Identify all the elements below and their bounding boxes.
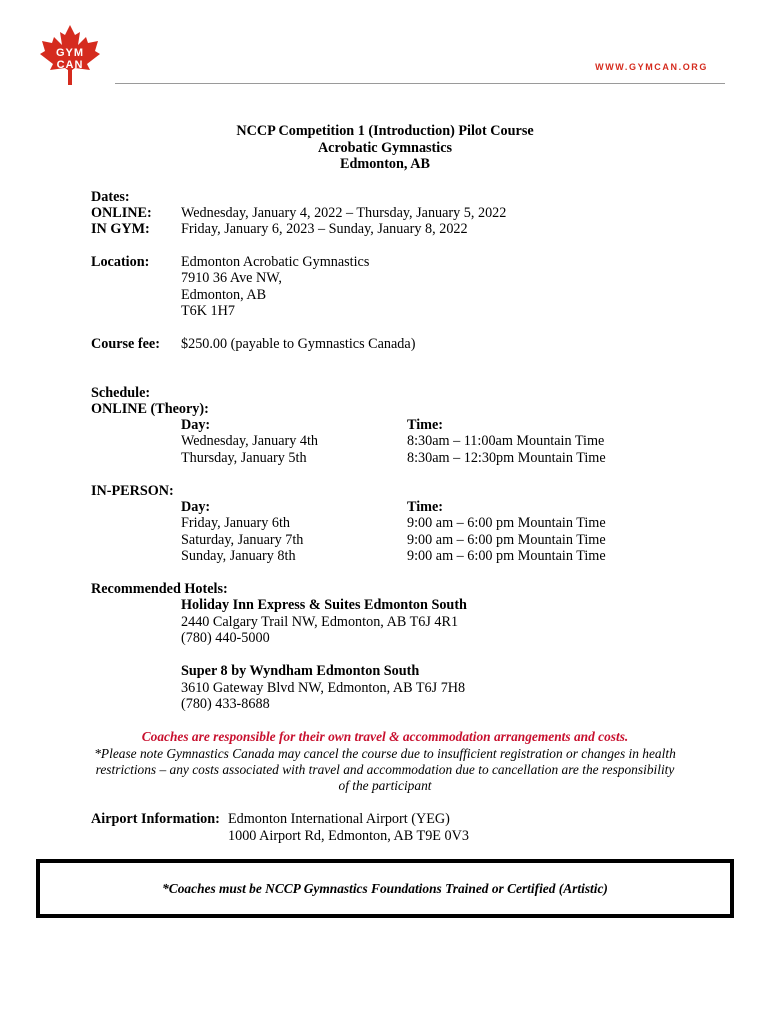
online-label: ONLINE: [91, 205, 152, 221]
in-person-time-header: Time: [407, 499, 443, 515]
airport-label: Airport Information: [91, 811, 220, 827]
hotel-name: Holiday Inn Express & Suites Edmonton South [181, 597, 467, 613]
website-link[interactable]: WWW.GYMCAN.ORG [595, 62, 708, 72]
in-person-time: 9:00 am – 6:00 pm Mountain Time [407, 515, 606, 531]
online-day: Wednesday, January 4th [181, 433, 319, 449]
in-person-day: Friday, January 6th [181, 515, 291, 531]
dates-heading: Dates: [91, 189, 130, 205]
hotel-name: Super 8 by Wyndham Edmonton South [181, 663, 420, 679]
hotels-heading: Recommended Hotels: [91, 581, 228, 597]
logo-text-top: GYM [55, 47, 85, 59]
location-line: Edmonton Acrobatic Gymnastics [181, 254, 370, 270]
in-person-heading: IN-PERSON: [91, 483, 174, 499]
online-day: Thursday, January 5th [181, 450, 307, 466]
schedule-heading: Schedule: [91, 385, 151, 401]
cancellation-note-line: of the participant [338, 778, 432, 793]
certification-notice-box [36, 859, 734, 918]
title-line-3: Edmonton, AB [340, 156, 430, 172]
online-day-header: Day: [181, 417, 211, 433]
title-line-1: NCCP Competition 1 (Introduction) Pilot Course [236, 123, 534, 139]
airport-name: Edmonton International Airport (YEG) [228, 811, 450, 827]
hotel-address: 3610 Gateway Blvd NW, Edmonton, AB T6J 7H8 [181, 680, 466, 696]
in-person-time: 9:00 am – 6:00 pm Mountain Time [407, 548, 606, 564]
hotel-address: 2440 Calgary Trail NW, Edmonton, AB T6J 4R1 [181, 614, 459, 630]
in-person-time: 9:00 am – 6:00 pm Mountain Time [407, 532, 606, 548]
certification-notice-text: *Coaches must be NCCP Gymnastics Foundations Trained or Certified (Artistic) [162, 881, 608, 896]
location-line: Edmonton, AB [181, 287, 267, 303]
page-title [0, 123, 770, 173]
ingym-dates: Friday, January 6, 2023 – Sunday, January 8, 2022 [181, 221, 468, 237]
online-time-header: Time: [407, 417, 443, 433]
online-dates: Wednesday, January 4, 2022 – Thursday, January 5, 2022 [181, 205, 507, 221]
fee-value: $250.00 (payable to Gymnastics Canada) [181, 336, 416, 352]
hotel-phone: (780) 433-8688 [181, 696, 270, 712]
online-time: 8:30am – 11:00am Mountain Time [407, 433, 605, 449]
header-divider [115, 83, 725, 84]
coaches-responsible-note: Coaches are responsible for their own travel & accommodation arrangements and costs. [141, 729, 629, 744]
airport-address: 1000 Airport Rd, Edmonton, AB T9E 0V3 [228, 828, 469, 844]
online-time: 8:30am – 12:30pm Mountain Time [407, 450, 606, 466]
cancellation-note-line: restrictions – any costs associated with travel and accommodation due to cancellation are the responsibility [95, 762, 675, 777]
online-theory-heading: ONLINE (Theory): [91, 401, 209, 417]
in-person-day: Saturday, January 7th [181, 532, 304, 548]
hotel-phone: (780) 440-5000 [181, 630, 270, 646]
in-person-day: Sunday, January 8th [181, 548, 296, 564]
location-label: Location: [91, 254, 150, 270]
location-line: 7910 36 Ave NW, [181, 270, 282, 286]
in-person-day-header: Day: [181, 499, 211, 515]
ingym-label: IN GYM: [91, 221, 150, 237]
cancellation-note-line: *Please note Gymnastics Canada may cancel the course due to insufficient registration or changes in health [94, 746, 676, 761]
gymcan-logo [40, 24, 100, 86]
logo-text-bottom: CAN [56, 59, 84, 71]
title-line-2: Acrobatic Gymnastics [317, 139, 453, 156]
fee-label: Course fee: [91, 336, 160, 352]
location-line: T6K 1H7 [181, 303, 235, 319]
